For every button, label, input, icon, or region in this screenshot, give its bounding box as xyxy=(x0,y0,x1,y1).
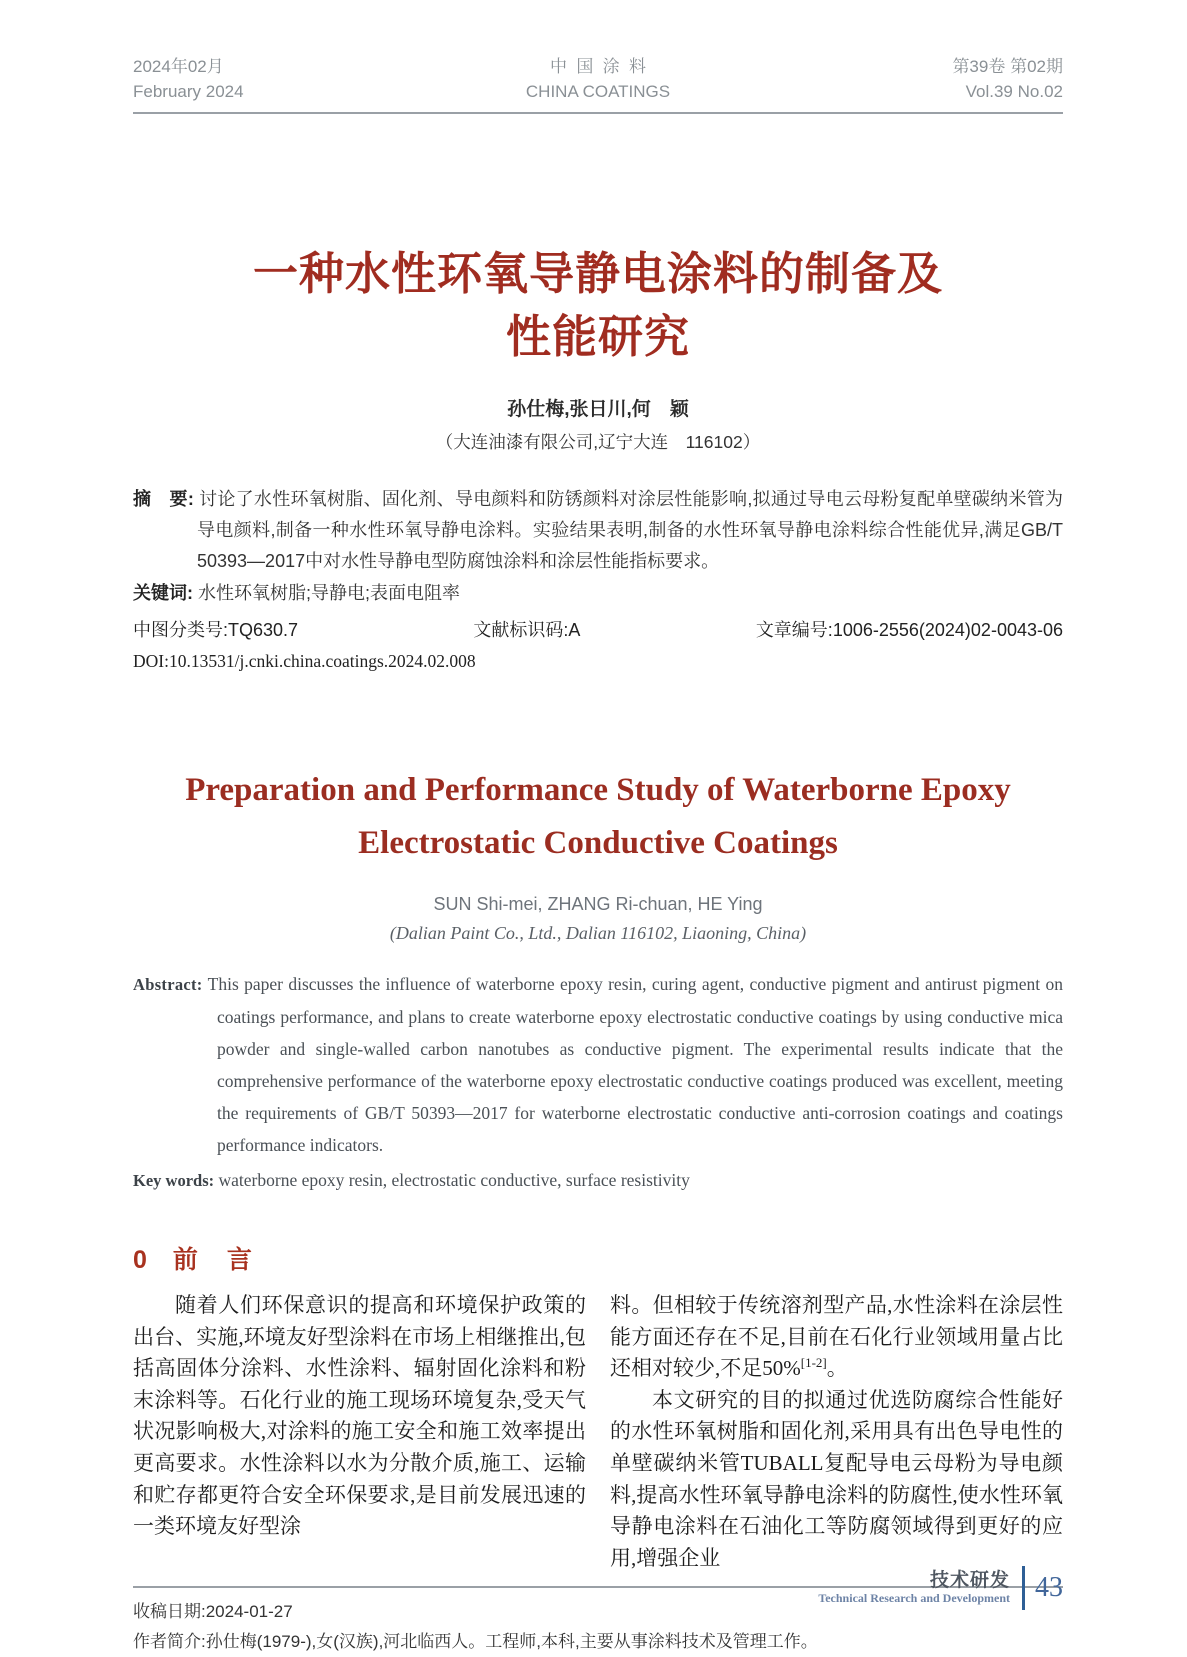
article-title-en-line2: Electrostatic Conductive Coatings xyxy=(358,825,838,861)
volume-issue-en: Vol.39 No.02 xyxy=(965,82,1063,101)
keywords-zh-text: 水性环氧树脂;导静电;表面电阻率 xyxy=(198,583,461,603)
header-volume-issue xyxy=(952,54,1063,104)
abstract-zh-text: 讨论了水性环氧树脂、固化剂、导电颜料和防锈颜料对涂层性能影响,拟通过导电云母粉复配单壁碳纳米管为导电颜料,制备一种水性环氧导静电涂料。实验结果表明,制备的水性环氧导静电涂料综合性能优异,满足GB/T 50393—2017中对水性导静电型防腐蚀涂料和涂层性能指标要求。 xyxy=(197,489,1063,571)
article-title-en-line1: Preparation and Performance Study of Waterborne Epoxy xyxy=(185,772,1011,808)
article-title-zh-line2: 性能研究 xyxy=(505,311,690,362)
received-date: 收稿日期:2024-01-27 xyxy=(133,1602,293,1622)
keywords-en-label: Key words: xyxy=(133,1171,215,1190)
intro-paragraph-right-2: 本文研究的目的拟通过优选防腐综合性能好的水性环氧树脂和固化剂,采用具有出色导电性的单壁碳纳米管TUBALL复配导电云母粉为导电颜料,提高水性环氧导静电涂料的防腐性,使水性环氧导静电涂料在石油化工等防腐领域得到更好的应用,增强企业 xyxy=(610,1387,1063,1570)
header-issue-date xyxy=(133,54,244,104)
page-number: 43 xyxy=(1035,1572,1063,1603)
article-title-zh-line1: 一种水性环氧导静电涂料的制备及 xyxy=(252,248,943,299)
header-rule xyxy=(133,112,1063,114)
journal-header xyxy=(133,54,1063,104)
affiliation-en: (Dalian Paint Co., Ltd., Dalian 116102, Liaoning, China) xyxy=(389,923,807,943)
journal-name-zh: 中国涂料 xyxy=(549,57,656,76)
volume-issue-zh: 第39卷 第02期 xyxy=(952,57,1063,76)
body-columns xyxy=(133,1290,1063,1574)
page-footer xyxy=(818,1566,1063,1610)
abstract-zh xyxy=(133,484,1063,577)
abstract-zh-label: 摘 要: xyxy=(133,489,194,509)
abstract-en-text: This paper discusses the influence of waterborne epoxy resin, curing agent, conductive pigment and antirust pigment on coatings performance, and plans to create waterborne epoxy electrostatic conductive coatings by using conductive mica powder and single-walled carbon nanotubes as conductive pigment. The experimental results indicate that the comprehensive performance of the waterborne epoxy electrostatic conductive coatings produced was excellent, meeting the requirements of GB/T 50393—2017 for waterborne electrostatic conductive anti-corrosion coatings and coatings performance indicators. xyxy=(207,974,1064,1155)
keywords-en xyxy=(133,1165,1063,1196)
intro-paragraph-right-1-text: 料。但相较于传统溶剂型产品,水性涂料在涂层性能方面还存在不足,目前在石化行业领域用量占比还相对较少,不足50% xyxy=(610,1293,1063,1381)
journal-page xyxy=(0,54,1187,1654)
keywords-zh-label: 关键词: xyxy=(133,583,193,603)
author-biography: 作者简介:孙仕梅(1979-),女(汉族),河北临西人。工程师,本科,主要从事涂料技术及管理工作。 xyxy=(133,1632,818,1652)
header-date-en: February 2024 xyxy=(133,82,244,101)
article-meta-row xyxy=(133,616,1063,642)
column-section-en: Technical Research and Development xyxy=(818,1591,1010,1606)
article-title-zh xyxy=(133,242,1063,368)
header-date-zh: 2024年02月 xyxy=(133,57,224,76)
abstract-en-label: Abstract: xyxy=(133,975,203,994)
header-journal-name xyxy=(526,54,670,104)
column-section-labels xyxy=(818,1570,1010,1606)
document-code: 文献标识码:A xyxy=(473,620,581,640)
section-number: 0 xyxy=(133,1246,147,1274)
column-section-zh: 技术研发 xyxy=(929,1570,1010,1592)
keywords-zh xyxy=(133,578,1063,609)
doi: DOI:10.13531/j.cnki.china.coatings.2024.02.008 xyxy=(133,651,476,671)
abstract-en xyxy=(133,968,1063,1161)
article-number: 文章编号:1006-2556(2024)02-0043-06 xyxy=(755,620,1063,640)
article-title-en xyxy=(133,764,1063,870)
intro-paragraph-right-1-end: 。 xyxy=(826,1356,848,1381)
clc-number: 中图分类号:TQ630.7 xyxy=(133,620,299,640)
intro-paragraph-left: 随着人们环保意识的提高和环境保护政策的出台、实施,环境友好型涂料在市场上相继推出,包括高固体分涂料、水性涂料、辐射固化涂料和粉末涂料等。石化行业的施工现场环境复杂,受天气状况影响极大,对涂料的施工安全和施工效率提出更高要求。水性涂料以水为分散介质,施工、运输和贮存都更符合安全环保要求,是目前发展迅速的一类环境友好型涂 xyxy=(133,1293,586,1539)
body-column-left xyxy=(133,1290,586,1574)
authors-zh: 孙仕梅,张日川,何 颖 xyxy=(507,399,689,420)
citation-ref-1-2: [1-2] xyxy=(800,1355,827,1371)
intro-paragraph-right-1 xyxy=(610,1290,1063,1385)
affiliation-zh: （大连油漆有限公司,辽宁大连 116102） xyxy=(435,432,761,452)
section-heading-intro xyxy=(133,1240,1063,1276)
keywords-en-text: waterborne epoxy resin, electrostatic conductive, surface resistivity xyxy=(218,1170,690,1190)
journal-name-en: CHINA COATINGS xyxy=(525,82,671,101)
section-title: 前 言 xyxy=(172,1246,254,1274)
footer-divider-bar xyxy=(1022,1566,1025,1610)
authors-en: SUN Shi-mei, ZHANG Ri-chuan, HE Ying xyxy=(433,894,763,914)
body-column-right xyxy=(610,1290,1063,1574)
